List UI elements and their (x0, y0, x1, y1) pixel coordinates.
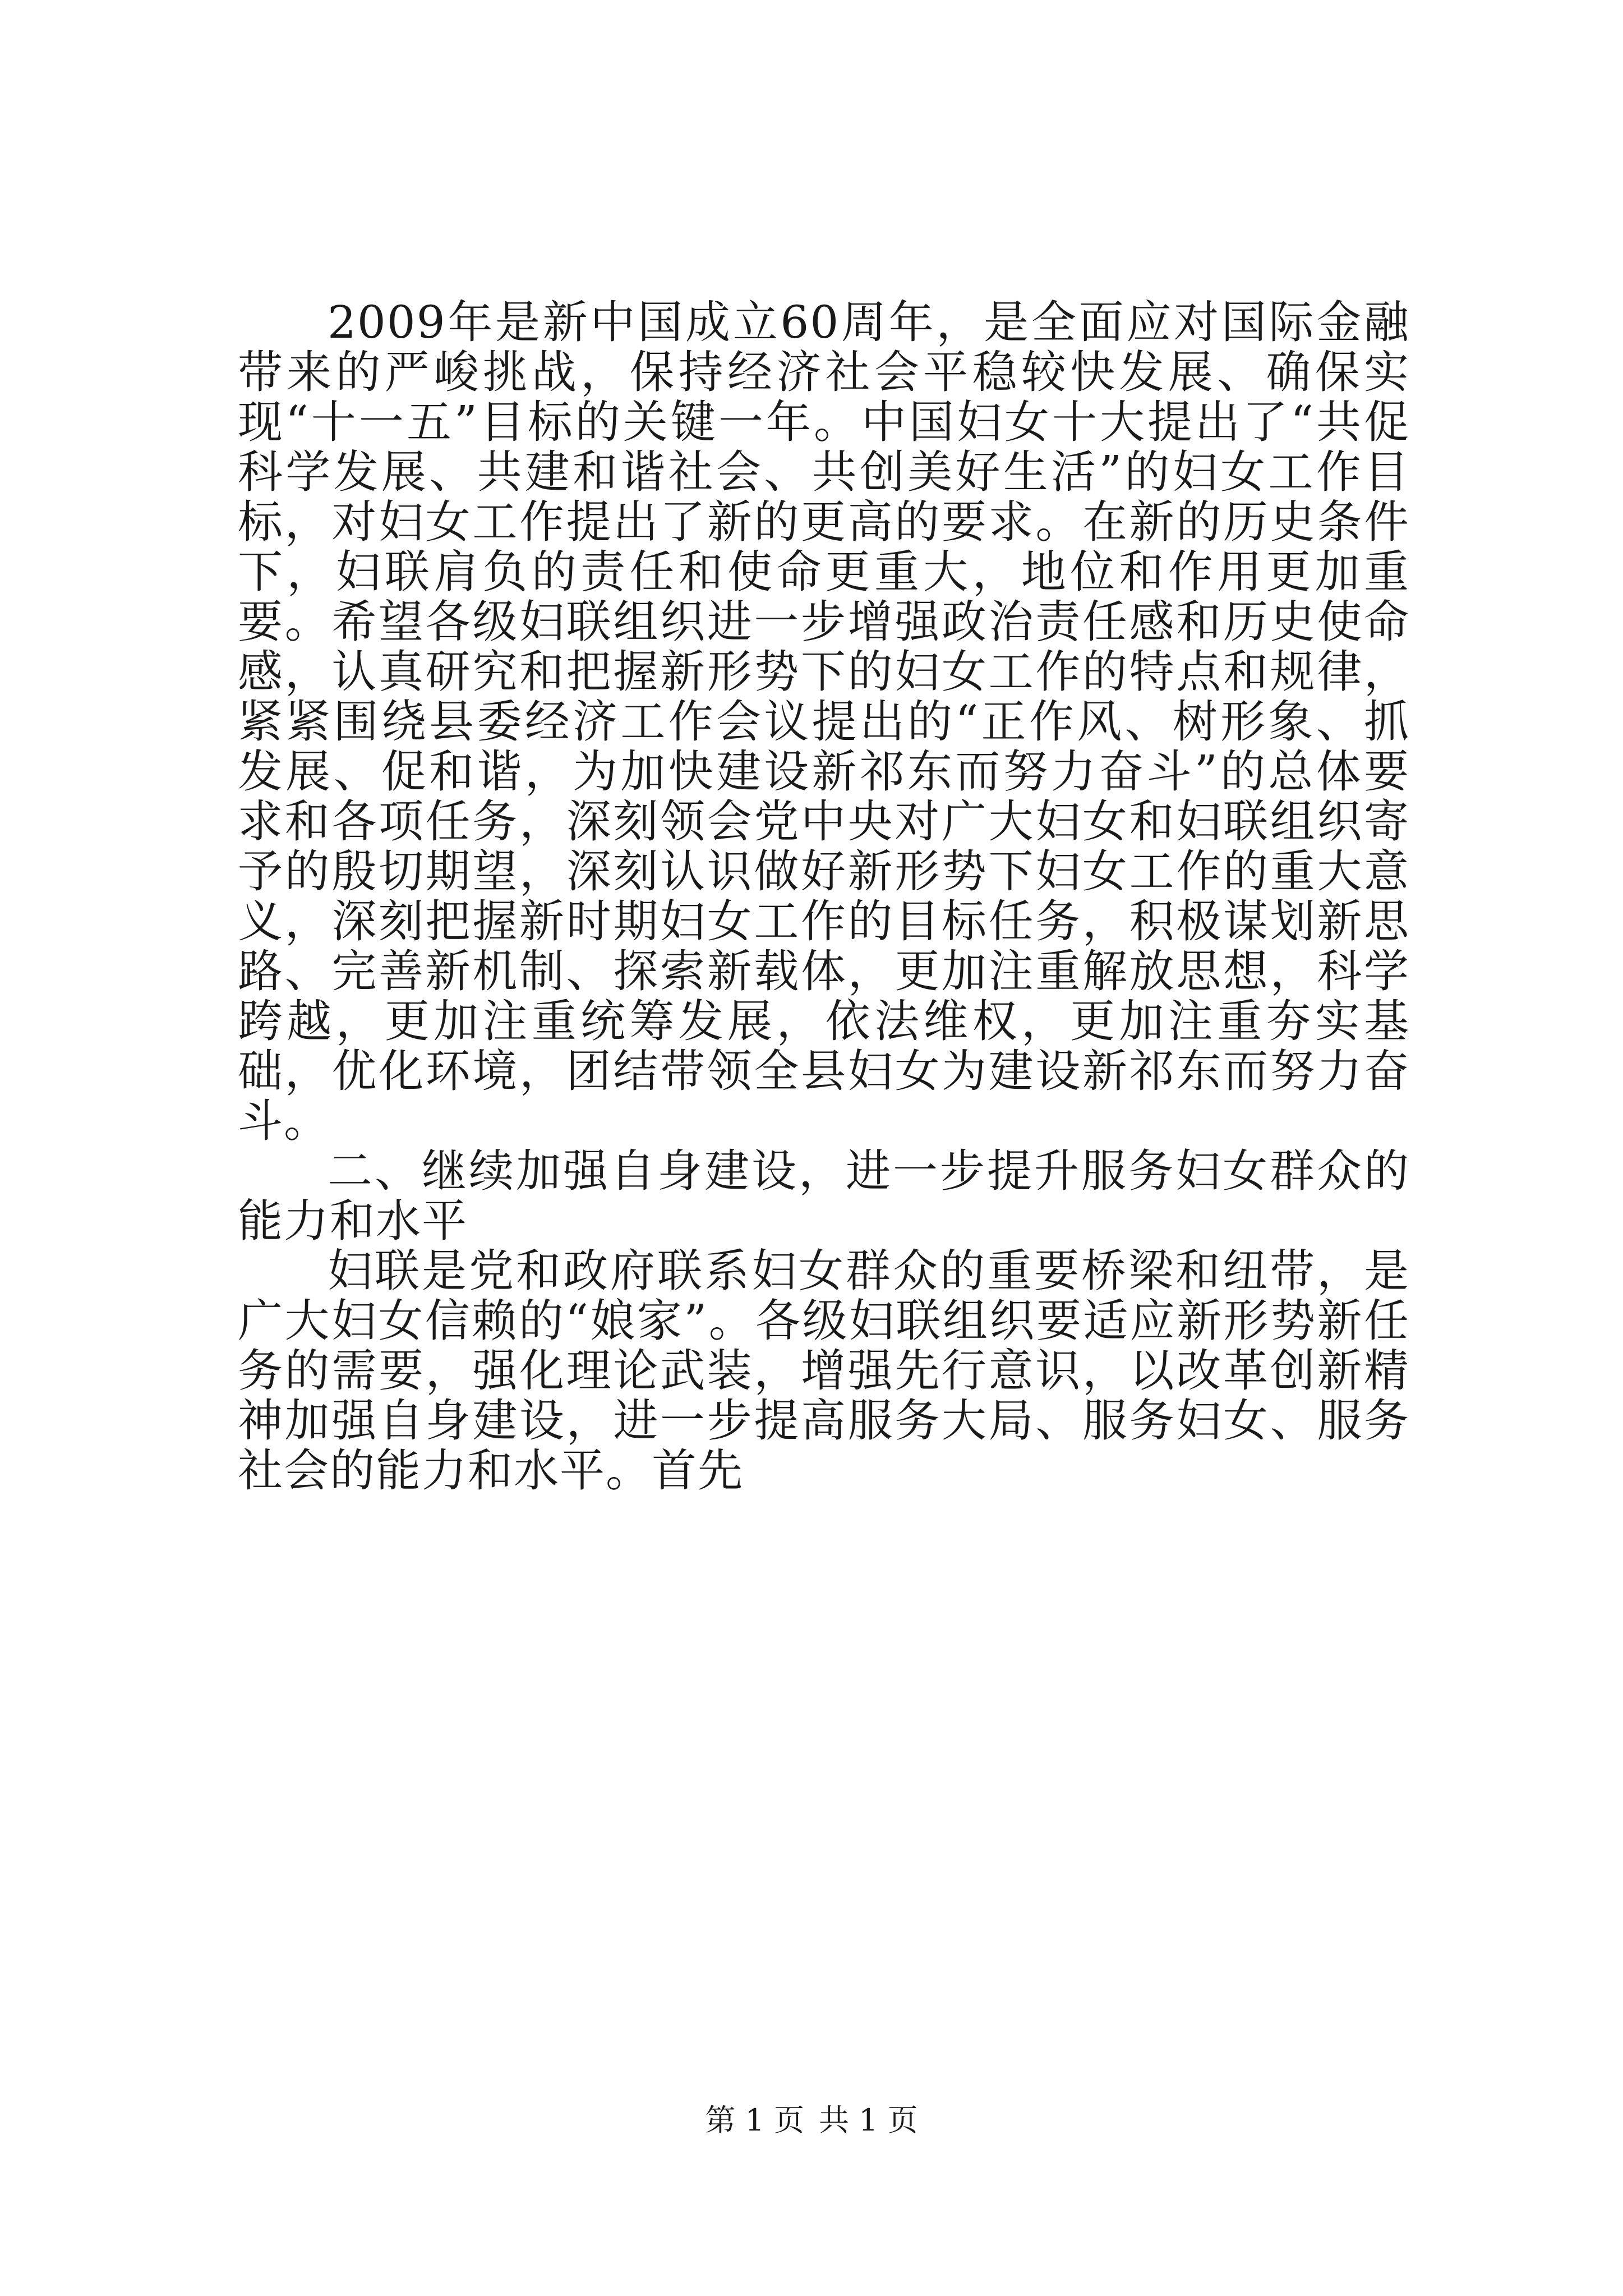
section-heading: 二、继续加强自身建设，进一步提升服务妇女群众的能力和水平 (238, 1145, 1410, 1247)
paragraph-section-two: 妇联是党和政府联系妇女群众的重要桥梁和纽带，是广大妇女信赖的“娘家”。各级妇联组织要适应新形势新任务的需要，强化理论武装，增强先行意识，以改革创新精神加强自身建设，进一步提高服务大局、服务妇女、服务社会的能力和水平。首先 (238, 1245, 1410, 1497)
page-number: 第 1 页 (705, 2102, 804, 2138)
page-total: 共 1 页 (819, 2102, 918, 2138)
page-footer (0, 2101, 1623, 2140)
document-body (238, 297, 1410, 1496)
paragraph-intro: 2009年是新中国成立60周年，是全面应对国际金融带来的严峻挑战，保持经济社会平稳较快发展、确保实现“十一五”目标的关键一年。中国妇女十大提出了“共促科学发展、共建和谐社会、共创美好生活”的妇女工作目标，对妇女工作提出了新的更高的要求。在新的历史条件下，妇联肩负的责任和使命更重大，地位和作用更加重要。希望各级妇联组织进一步增强政治责任感和历史使命感，认真研究和把握新形势下的妇女工作的特点和规律，紧紧围绕县委经济工作会议提出的“正作风、树形象、抓发展、促和谐，为加快建设新祁东而努力奋斗”的总体要求和各项任务，深刻领会党中央对广大妇女和妇联组织寄予的殷切期望，深刻认识做好新形势下妇女工作的重大意义，深刻把握新时期妇女工作的目标任务，积极谋划新思路、完善新机制、探索新载体，更加注重解放思想，科学跨越，更加注重统筹发展，依法维权，更加注重夯实基础，优化环境，团结带领全县妇女为建设新祁东而努力奋斗。 (238, 296, 1410, 1147)
